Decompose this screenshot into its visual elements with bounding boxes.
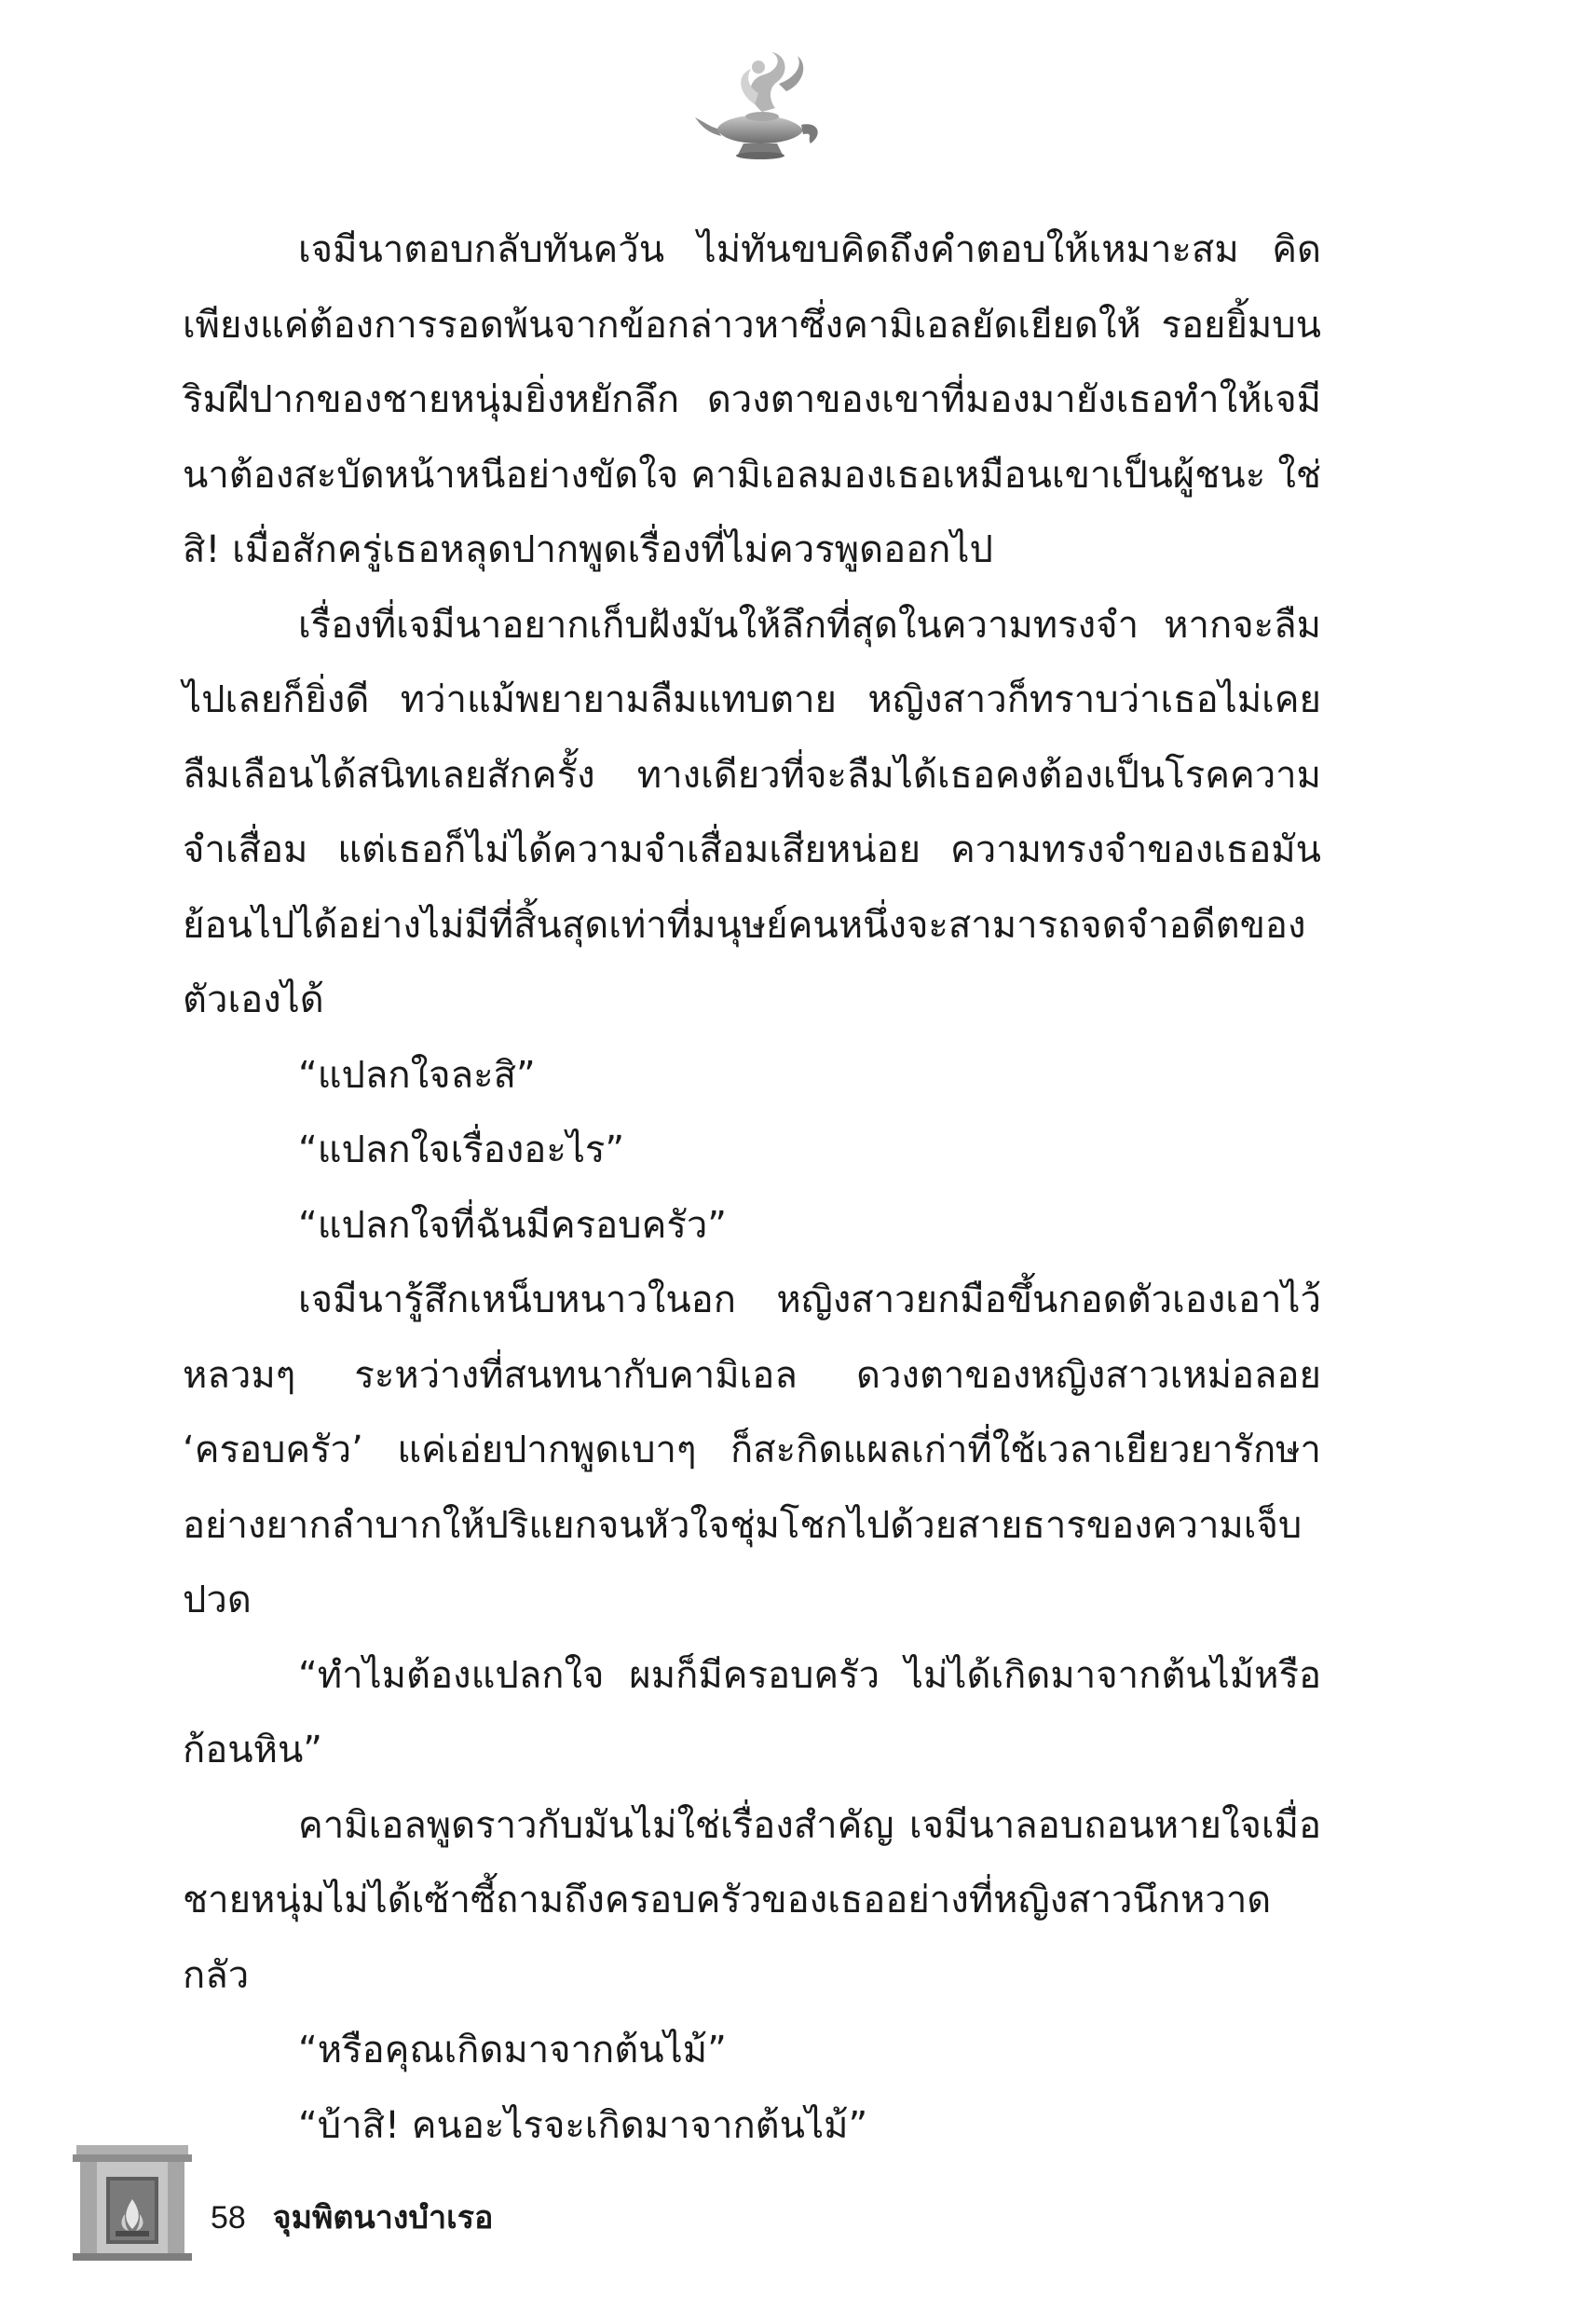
footer-text [211,2199,493,2236]
paragraph: เรื่องที่เจมีนาอยากเก็บฝังมันให้ลึกที่สุดในความทรงจำ หากจะลืมไปเลยก็ยิ่งดี ทว่าแม้พยายามลืมแทบตาย หญิงสาวก็ทราบว่าเธอไม่เคยลืมเลือนได้สนิทเลยสักครั้ง ทางเดียวที่จะลืมได้เธอคงต้องเป็นโรคความจำเสื่อม แต่เธอก็ไม่ได้ความจำเสื่อมเสียหน่อย ความทรงจำของเธอมันย้อนไปได้อย่างไม่มีที่สิ้นสุดเท่าที่มนุษย์คนหนึ่งจะสามารถจดจำอดีตของตัวเองได้ [183,603,1321,1021]
page-number: 58 [211,2200,246,2236]
dialogue-line: “แปลกใจที่ฉันมีครอบครัว” [298,1203,727,1247]
fireplace-icon [73,2140,192,2261]
dialogue-line: “หรือคุณเกิดมาจากต้นไม้” [298,2029,727,2072]
paragraph: คามิเอลพูดราวกับมันไม่ใช่เรื่องสำคัญ เจมีนาลอบถอนหายใจเมื่อชายหนุ่มไม่ได้เซ้าซี้ถามถึงครอบครัวของเธออย่างที่หญิงสาวนึกหวาดกลัว [183,1803,1321,1997]
paragraph: เจมีนาตอบกลับทันควัน ไม่ทันขบคิดถึงคำตอบให้เหมาะสม คิดเพียงแค่ต้องการรอดพ้นจากข้อกล่าวหาซึ่งคามิเอลยัดเยียดให้ รอยยิ้มบนริมฝีปากของชายหนุ่มยิ่งหยักลึก ดวงตาของเขาที่มองมายังเธอทำให้เจมีนาต้องสะบัดหน้าหนีอย่างขัดใจ คามิเอลมองเธอเหมือนเขาเป็นผู้ชนะ ใช่สิ! เมื่อสักครู่เธอหลุดปากพูดเรื่องที่ไม่ควรพูดออกไป [183,228,1321,571]
dialogue-line: “แปลกใจละสิ” [298,1053,536,1097]
paragraph: เจมีนารู้สึกเหน็บหนาวในอก หญิงสาวยกมือขึ้นกอดตัวเองเอาไว้หลวมๆ ระหว่างที่สนทนากับคามิเอล ดวงตาของหญิงสาวเหม่อลอย ‘ครอบครัว’ แค่เอ่ยปากพูดเบาๆ ก็สะกิดแผลเก่าที่ใช้เวลาเยียวยารักษาอย่างยากลำบากให้ปริแยกจนหัวใจชุ่มโชกไปด้วยสายธารของความเจ็บปวด [183,1279,1321,1621]
dialogue-line: “บ้าสิ! คนอะไรจะเกิดมาจากต้นไม้” [298,2103,868,2147]
dialogue-line: “แปลกใจเรื่องอะไร” [298,1128,625,1171]
dialogue-line: “ทำไมต้องแปลกใจ ผมก็มีครอบครัว ไม่ได้เกิดมาจากต้นไม้หรือก้อนหิน” [183,1653,1321,1771]
page-footer [73,2140,725,2261]
page-body [183,212,1321,2163]
genie-lamp-icon [689,47,829,168]
book-title: จุมพิตนางบำเรอ [272,2199,494,2236]
